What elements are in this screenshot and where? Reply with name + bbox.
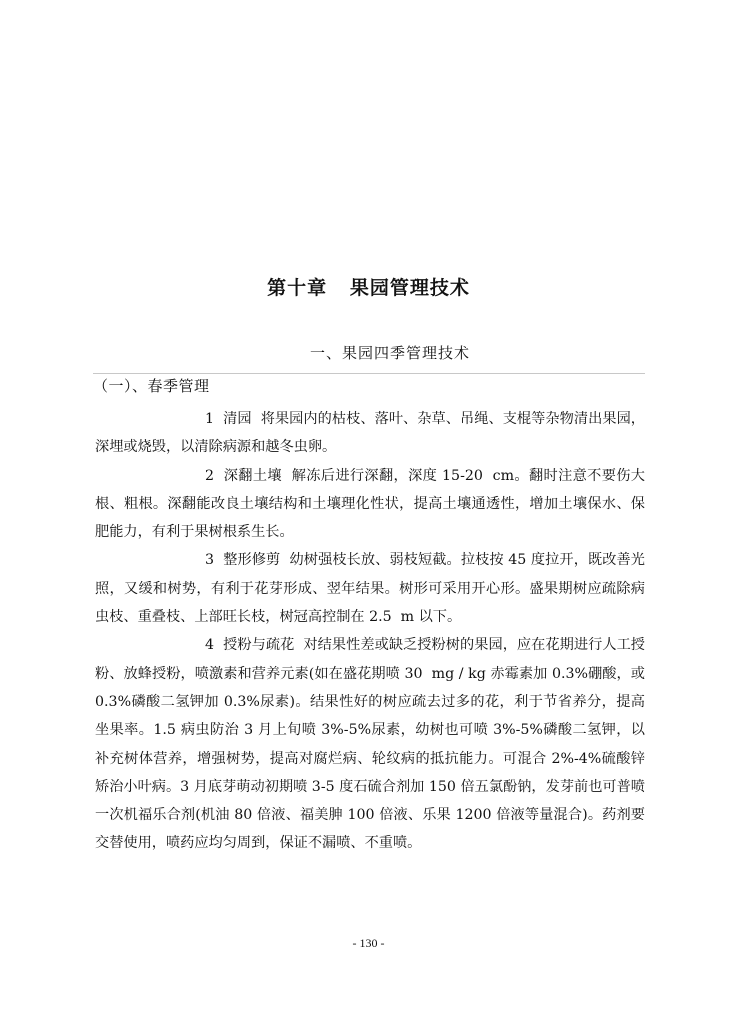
page-number: - 130 - [352, 936, 385, 950]
paragraph-pollination: 4 授粉与疏花 对结果性差或缺乏授粉树的果园，应在花期进行人工授粉、放蜂授粉，喷激素和营养元素(如在盛花期喷 30 mg / kg 赤霉素加 0.3%硼酸，或 0.3%磷酸二氢钾加 0.3%尿素)。结果性好的树应疏去过多的花，利于节省养分，提高坐果率。1.5 病虫防治 3 月上旬喷 3%-5%尿素，幼树也可喷 3%-5%磷酸二氢钾，以补充树体营养，增强树势，提高对腐烂病、轮纹病的抵抗能力。可混合 2%-4%硫酸锌矫治小叶病。3 月底芽萌动初期喷 3-5 度石硫合剂加 150 倍五氯酚钠，发芽前也可普喷一次机福乐合剂(机油 80 倍液、福美胂 100 倍液、乐果 1200 倍液等量混合)。药剂要交替使用，喷药应均匀周到，保证不漏喷、不重喷。 [95, 637, 650, 852]
paragraph-deep-tillage: 2 深翻土壤 解冻后进行深翻，深度 15-20 cm。翻时注意不要伤大根、粗根。深翻能改良土壤结构和土壤理化性状，提高土壤通透性，增加土壤保水、保肥能力，有利于果树根系生长。 [95, 467, 645, 541]
paragraph-cleanup: 1 清园 将果园内的枯枝、落叶、杂草、吊绳、支棍等杂物清出果园，深埋或烧毁，以清除病源和越冬虫卵。 [95, 411, 645, 456]
section-title: 一、果园四季管理技术 [310, 344, 471, 362]
body-text [95, 405, 650, 858]
section-divider [93, 373, 645, 374]
paragraph-pruning: 3 整形修剪 幼树强枝长放、弱枝短截。拉枝按 45 度拉开，既改善光照，又缓和树势，有利于花芽形成、翌年结果。树形可采用开心形。盛果期树应疏除病虫枝、重叠枝、上部旺长枝，树冠高控制在 2.5 m 以下。 [95, 552, 645, 626]
subsection-title: （一）、春季管理 [93, 377, 210, 395]
chapter-title: 第十章 果园管理技术 [267, 277, 470, 299]
